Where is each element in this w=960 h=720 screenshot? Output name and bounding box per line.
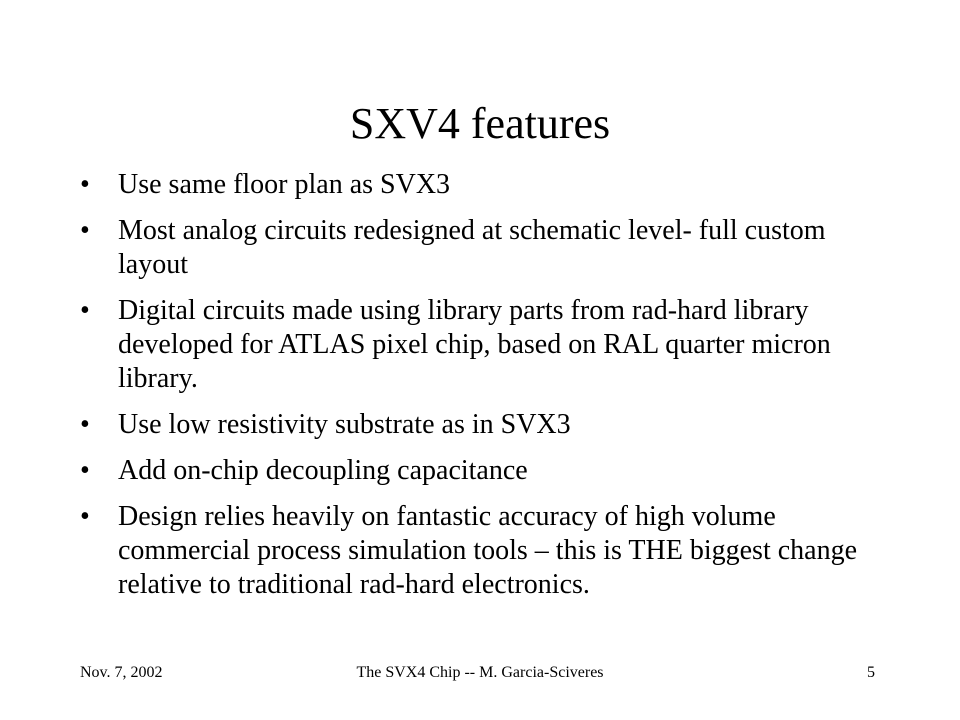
slide-title: SXV4 features <box>349 99 611 148</box>
bullet-dot: • <box>80 295 90 326</box>
bullet-item <box>80 214 900 282</box>
bullet-list <box>80 168 900 614</box>
bullet-text: Digital circuits made using library parts from rad-hard library developed for ATLAS pixel chip, based on RAL quarter micron library. <box>118 295 831 394</box>
bullet-item <box>80 294 900 396</box>
bullet-dot: • <box>80 455 90 486</box>
bullet-text: Use low resistivity substrate as in SVX3 <box>118 409 571 440</box>
bullet-dot: • <box>80 215 90 246</box>
bullet-text: Most analog circuits redesigned at schematic level- full custom layout <box>118 215 826 280</box>
bullet-text: Use same floor plan as SVX3 <box>118 169 451 200</box>
bullet-item <box>80 500 900 602</box>
bullet-item <box>80 408 900 442</box>
bullet-item <box>80 454 900 488</box>
footer-date: Nov. 7, 2002 <box>80 664 163 681</box>
page-number: 5 <box>867 664 875 681</box>
footer-title: The SVX4 Chip -- M. Garcia-Sciveres <box>356 664 604 681</box>
bullet-text: Design relies heavily on fantastic accuracy of high volume commercial process simulation tools – this is THE biggest change relative to traditional rad-hard electronics. <box>118 501 858 600</box>
bullet-dot: • <box>80 501 90 532</box>
bullet-dot: • <box>80 169 90 200</box>
bullet-text: Add on-chip decoupling capacitance <box>118 455 528 486</box>
bullet-dot: • <box>80 409 90 440</box>
bullet-item <box>80 168 900 202</box>
